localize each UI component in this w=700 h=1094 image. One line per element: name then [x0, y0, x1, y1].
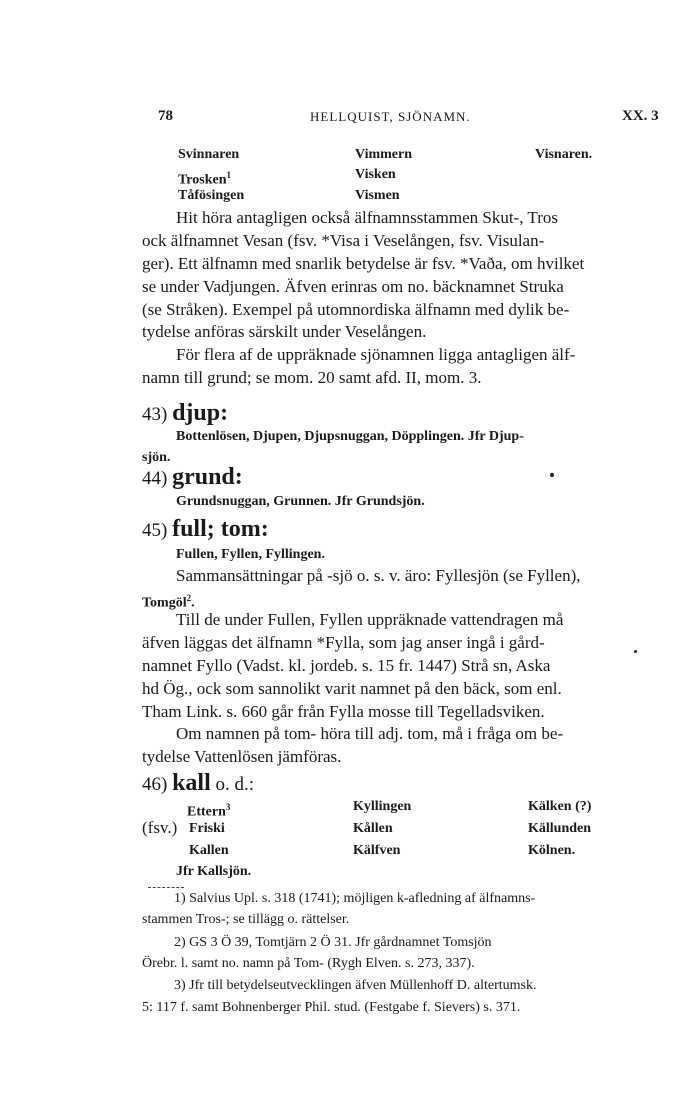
name-entry: Kälken (?) [528, 799, 592, 814]
text-line: För flera af de uppräknade sjönamnen ligga antagligen älf- [176, 345, 576, 364]
footnote-3: 3) Jfr till betydelseutvecklingen äfven Müllenhoff D. altertumsk. [174, 978, 537, 993]
text-line: Till de under Fullen, Fyllen uppräknade vattendragen må [176, 610, 564, 629]
text-line: Hit höra antagligen också älfnamnsstammen Skut-, Tros [176, 208, 558, 227]
section-marker: XX. 3 [622, 108, 659, 124]
footnote-rule [148, 887, 184, 888]
text-line: se under Vadjungen. Äfven erinras om no. bäcknamnet Struka [142, 277, 564, 296]
name-entry: Visken [355, 167, 396, 182]
name-entry: Vimmern [355, 147, 413, 162]
text-line: äfven läggas det älfnamn *Fylla, som jag anser ingå i gård- [142, 633, 545, 652]
name-entry: Kållen [353, 821, 393, 836]
ink-speck [634, 650, 637, 653]
footnote-1-cont: stammen Tros-; se tillägg o. rättelser. [142, 912, 350, 927]
name-entry: Kyllingen [353, 799, 412, 814]
page-number: 78 [158, 108, 173, 124]
name-entry: Svinnaren [178, 147, 240, 162]
footnote-1: 1) Salvius Upl. s. 318 (1741); möjligen k-afledning af älfnamns- [174, 891, 536, 906]
name-entry: Tåfösingen [178, 188, 245, 203]
text-line: Om namnen på tom- höra till adj. tom, må i fråga om be- [176, 724, 564, 743]
text-line: namnet Fyllo (Vadst. kl. jordeb. s. 15 fr. 1447) Strå sn, Aska [142, 656, 551, 675]
text-line: Grundsnuggan, Grunnen. Jfr Grundsjön. [176, 494, 425, 509]
text-line: Bottenlösen, Djupen, Djupsnuggan, Döpplingen. Jfr Djup- [176, 429, 524, 444]
text-line: Fullen, Fyllen, Fyllingen. [176, 547, 325, 562]
name-entry: Ettern$^3$ [187, 802, 231, 820]
ink-speck [550, 473, 554, 477]
name-entry: Kallen [189, 843, 229, 858]
text-line: namn till grund; se mom. 20 samt afd. II, mom. 3. [142, 368, 482, 387]
footnote-3-cont: 5: 117 f. samt Bohnenberger Phil. stud. (Festgabe f. Sievers) s. 371. [142, 1000, 521, 1015]
name-entry: Friski [189, 821, 225, 836]
name-entry: Trosken$^1$ [178, 170, 231, 188]
text-line: Tham Link. s. 660 går från Fylla mosse till Tegelladsviken. [142, 702, 545, 721]
section-heading-45: 45) full; tom: [142, 516, 269, 542]
section-heading-46: 46) kall o. d.: [142, 770, 255, 796]
text-line: Sammansättningar på -sjö o. s. v. äro: Fyllesjön (se Fyllen), [176, 566, 581, 585]
text-line: (se Stråken). Exempel på utomnordiska älfnamn med dylik be- [142, 300, 570, 319]
text-line: (fsv.) [142, 818, 178, 837]
running-title: HELLQUIST, SJÖNAMN. [310, 109, 471, 124]
text-line: tydelse Vattenlösen jämföras. [142, 747, 342, 766]
text-line: hd Ög., ock som sannolikt varit namnet på den bäck, som enl. [142, 679, 562, 698]
section-heading-43: 43) djup: [142, 400, 229, 426]
footnote-2: 2) GS 3 Ö 39, Tomtjärn 2 Ö 31. Jfr gårdnamnet Tomsjön [174, 935, 492, 950]
name-entry: Visnaren. [535, 147, 593, 162]
section-heading-44: 44) grund: [142, 464, 243, 490]
text-line: sjön. [142, 450, 171, 465]
text-line: Tomgöl$^2$. [142, 593, 195, 611]
text-line: tydelse anföras särskilt under Veselången. [142, 322, 427, 341]
cross-reference: Jfr Kallsjön. [176, 864, 252, 879]
text-line: ger). Ett älfnamn med snarlik betydelse är fsv. *Vaða, om hvilket [142, 254, 585, 273]
footnote-2-cont: Örebr. l. samt no. namn på Tom- (Rygh Elven. s. 273, 337). [142, 956, 475, 971]
name-entry: Vismen [355, 188, 400, 203]
name-entry: Kölnen. [528, 843, 576, 858]
text-line: ock älfnamnet Vesan (fsv. *Visa i Veselången, fsv. Visulan- [142, 231, 545, 250]
name-entry: Källunden [528, 821, 592, 836]
name-entry: Kälfven [353, 843, 401, 858]
